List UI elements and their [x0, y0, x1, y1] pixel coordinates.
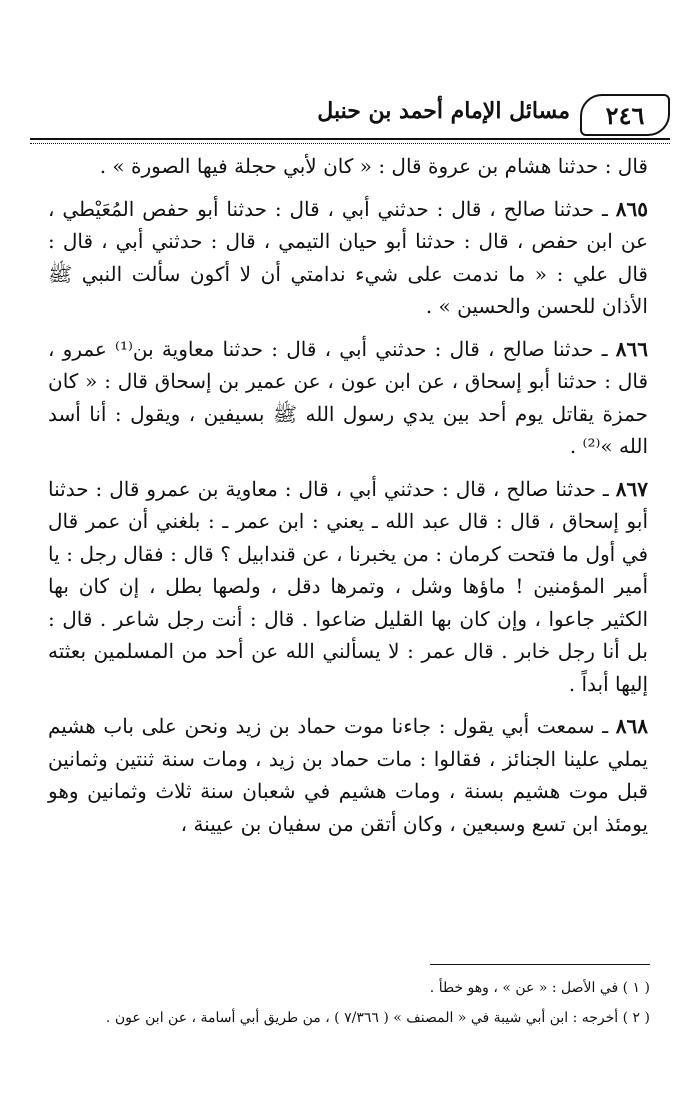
paragraph-text: قال : حدثنا هشام بن عروة قال : « كان لأبي حجلة فيها الصورة » . [99, 154, 648, 178]
paragraph-text: ـ سمعت أبي يقول : جاءنا موت حماد بن زيد ونحن على باب هشيم يملي علينا الجنائز ، فقالوا : مات حماد بن زيد ، ومات سنة ثنتين وثمانين قبل موت هشيم بسنة ، ومات هشيم في شعبان سنة ثلاث وثمانين وهو يومئذ ابن تسع وسبعين ، وكان أتقن من سفيان بن عيينة ، [48, 714, 648, 836]
footnote-divider [430, 964, 650, 965]
entry-number: ٨٦٦ [615, 336, 648, 361]
header-divider [30, 138, 670, 144]
paragraph-866 [48, 333, 648, 463]
entry-number: ٨٦٥ [615, 196, 648, 221]
paragraph-867 [48, 473, 648, 701]
entry-number: ٨٦٨ [615, 714, 648, 738]
page-number-badge: ٢٤٦ [580, 94, 670, 136]
paragraph-865 [48, 193, 648, 323]
footnote-2: ( ٢ ) أخرجه : ابن أبي شيبة في « المصنف » ( ٧/٣٦٦ ) ، من طريق أبي أسامة ، عن ابن عون . [105, 1010, 650, 1026]
entry-number: ٨٦٧ [615, 476, 648, 501]
paragraph-text: ـ حدثنا صالح ، قال : حدثني أبي ، قال : حدثنا أبو حفص المُعَيْطي ، عن ابن حفص ، قال : حدثنا أبو حيان التيمي ، قال : حدثني أبي ، قال : قال علي : « ما ندمت على شيء ندامتي أن لا أكون سألت النبي ﷺ الأذان للحسن والحسين » . [48, 196, 648, 318]
paragraph-continuation [48, 150, 648, 183]
footnotes [40, 964, 650, 1033]
page-header [30, 94, 670, 142]
paragraph-text: ـ حدثنا صالح ، قال : حدثني أبي ، قال : معاوية بن عمرو قال : حدثنا أبو إسحاق ، قال : قال عبد الله ـ يعني : ابن عمر ـ : بلغني أن عمر قال في أول ما فتحت كرمان : من يخبرنا ، عن قندابيل ؟ قال : فقال رجل : يا أمير المؤمنين ! ماؤها وشل ، وتمرها دقل ، ولصها بطل ، إن كان بها الكثير جاعوا ، وإن كان بها القليل ضاعوا . قال : أنت رجل شاعر . قال : بل أنا رجل خابر . قال عمر : لا يسألني الله عن أحد من المسلمين بعثته إليها أبداً . [48, 476, 648, 696]
paragraph-text: ـ حدثنا صالح ، قال : حدثني أبي ، قال : حدثنا معاوية بن⁽¹⁾ عمرو ، قال : حدثنا أبو إسحاق ، عن ابن عون ، عن عمير بن إسحاق قال : « كان حمزة يقاتل يوم أحد بين يدي رسول الله ﷺ بسيفين ، ويقول : أنا أسد الله »⁽²⁾ . [48, 336, 649, 458]
main-text [48, 150, 648, 840]
paragraph-868 [48, 710, 648, 840]
footnote-1: ( ١ ) في الأصل : « عن » ، وهو خطأ . [429, 980, 650, 996]
book-title: مسائل الإمام أحمد بن حنبل [317, 98, 570, 124]
